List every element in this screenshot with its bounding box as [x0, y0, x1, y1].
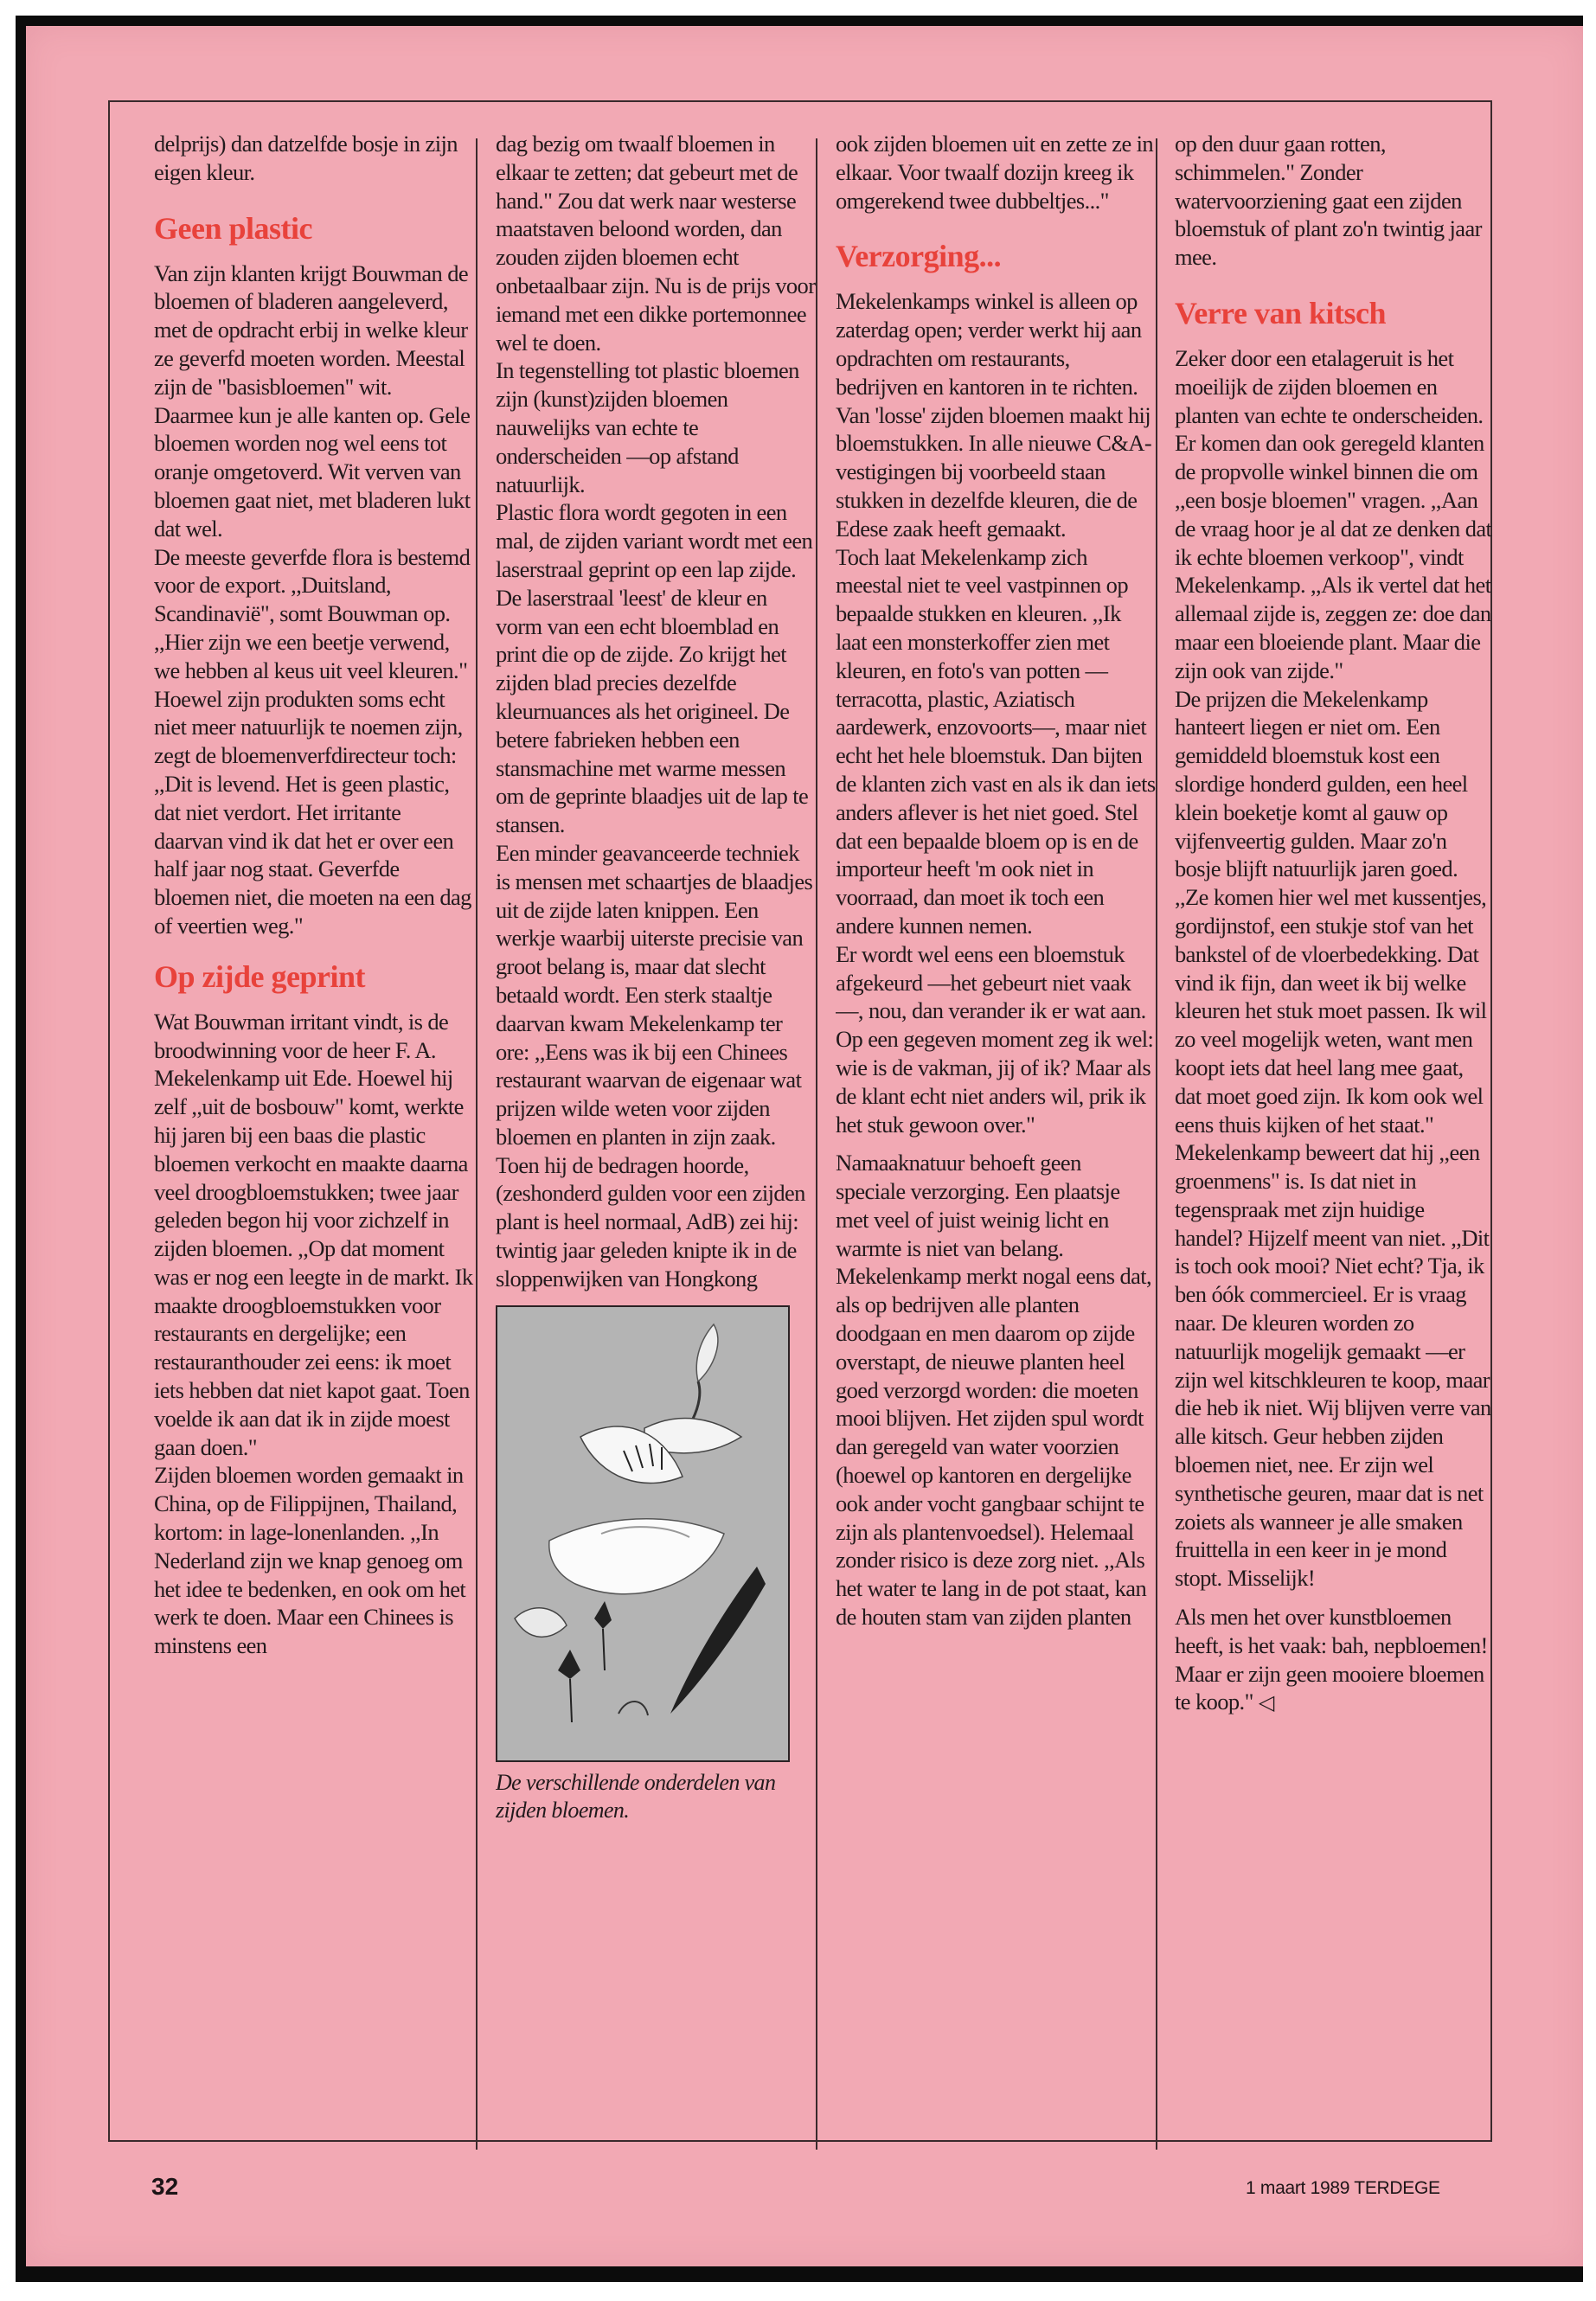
paragraph: Mekelenkamps winkel is alleen op zaterdag open; verder werkt hij aan opdrachten om restaurants, bedrijven en kantoren in te richten. Van 'losse' zijden bloemen maakt hij bloemstukken. In alle nieuwe C&A-vestigingen bij voorbeeld staan stukken in dezelfde kleuren, die de Edese zaak heeft gemaakt. — [836, 288, 1152, 542]
paragraph: op den duur gaan rotten, schimmelen." Zonder watervoorziening gaat een zijden bloemstuk of plant zo'n twintig jaar mee. — [1175, 131, 1482, 271]
paragraph: Zijden bloemen worden gemaakt in China, op de Filippijnen, Thailand, kortom: in lage-lonenlanden. ,,In Nederland zijn we knap genoeg om het idee te bedenken, en ook om het werk te doen. Maar een Chinees is minstens een — [154, 1462, 466, 1659]
photo-silk-flower-parts — [496, 1305, 790, 1762]
issue-date: 1 maart 1989 TERDEGE — [1246, 2178, 1440, 2198]
column-3 — [836, 130, 1156, 2145]
column-2 — [496, 130, 816, 2145]
paragraph: Er wordt wel eens een bloemstuk afgekeurd —het gebeurt niet vaak—, nou, dan verander ik er wat aan. Op een gegeven moment zeg ik wel: wie is de vakman, jij of ik? Maar als de klant echt niet anders wil, prik ik het stuk gewoon over." — [836, 940, 1154, 1138]
column-4 — [1175, 130, 1495, 2145]
paragraph-text: Als men het over kunstbloemen heeft, is het vaak: bah, nepbloemen! Maar er zijn geen mooiere bloemen te koop." — [1175, 1604, 1488, 1715]
subheading-verre-van-kitsch: Verre van kitsch — [1175, 295, 1386, 330]
column-1 — [154, 130, 474, 2145]
photo-caption: De verschillende onderdelen van zijden bloemen. — [496, 1769, 776, 1823]
subheading-op-zijde-geprint: Op zijde geprint — [154, 958, 365, 994]
paragraph: dag bezig om twaalf bloemen in elkaar te zetten; dat gebeurt met de hand." Zou dat werk naar westerse maatstaven beloond worden, dan zouden zijden bloemen echt onbetaalbaar zijn. Nu is de prijs voor iemand met een dikke portemonnee wel te doen. — [496, 131, 816, 356]
paragraph: De meeste geverfde flora is bestemd voor de export. ,,Duitsland, Scandinavië", somt Bouwman op. ,,Hier zijn we een beetje verwend, we hebben al keus uit veel kleuren." — [154, 543, 471, 683]
page-number: 32 — [151, 2173, 179, 2200]
paragraph: delprijs) dan datzelfde bosje in zijn eigen kleur. — [154, 131, 458, 185]
paragraph: ook zijden bloemen uit en zette ze in elkaar. Voor twaalf dozijn kreeg ik omgerekend twee dubbeltjes..." — [836, 131, 1154, 214]
paragraph: In tegenstelling tot plastic bloemen zijn (kunst)zijden bloemen nauwelijks van echte te onderscheiden —op afstand natuurlijk. — [496, 357, 799, 497]
paragraph: Zeker door een etalageruit is het moeilijk de zijden bloemen en planten van echte te onderscheiden. Er komen dan ook geregeld klanten de propvolle winkel binnen die om ,,een bosje bloemen" vragen. ,,Aan de vraag hoor je al dat ze denken dat ik echte bloemen verkoop", vindt Mekelenkamp. ,,Als ik vertel dat het allemaal zijde is, zeggen ze: doe dan maar een bloeiende plant. Maar die zijn ook van zijde." — [1175, 344, 1492, 683]
article-columns — [121, 130, 1492, 2145]
paragraph: Hoewel zijn produkten soms echt niet meer natuurlijk te noemen zijn, zegt de bloemenverfdirecteur toch: ,,Dit is levend. Het is geen plastic, dat niet verdort. Het irritante daarvan vind ik dat het er over een half jaar nog staat. Geverfde bloemen niet, die moeten na een dag of veertien weg." — [154, 685, 471, 939]
flower-illustration — [497, 1307, 790, 1762]
subheading-verzorging: Verzorging... — [836, 239, 1002, 274]
paragraph: De prijzen die Mekelenkamp hanteert liegen er niet om. Een gemiddeld bloemstuk kost een slordige honderd gulden, een heel klein boeketje komt al gauw op vijfenveertig gulden. Maar zo'n bosje blijft natuurlijk jaren goed. ,,Ze komen hier wel met kussentjes, gordijnstof, een stukje stof van het bankstel of de vloerbedekking. Dat vind ik fijn, dan weet ik bij welke kleuren het stuk moet passen. Ik wil zo veel mogelijk weten, want men koopt iets dat heel lang mee gaat, dat moet goed zijn. Ik kom ook wel eens thuis kijken of het staat." — [1175, 685, 1487, 1138]
paragraph: Namaaknatuur behoeft geen speciale verzorging. Een plaatsje met veel of juist weinig licht en warmte is niet van belang. Mekelenkamp merkt nogal eens dat, als op bedrijven alle planten doodgaan en men daarom op zijde overstapt, de nieuwe planten heel goed verzorgd worden: die moeten mooi blijven. Het zijden spul wordt dan geregeld van water voorzien (hoewel op kantoren en dergelijke ook ander vocht gangbaar schijnt te zijn als plantenvoedsel). Helemaal zonder risico is deze zorg niet. ,,Als het water te lang in de pot staat, kan de houten stam van zijden planten — [836, 1150, 1152, 1631]
paragraph: Van zijn klanten krijgt Bouwman de bloemen of bladeren aangeleverd, met de opdracht erbij in welke kleur ze geverfd moeten worden. Meestal zijn de "basisbloemen" wit. Daarmee kun je alle kanten op. Gele bloemen worden nog wel eens tot oranje omgetoverd. Wit verven van bloemen gaat niet, met bladeren lukt dat wel. — [154, 260, 471, 542]
paragraph: Toch laat Mekelenkamp zich meestal niet te veel vastpinnen op bepaalde stukken en kleuren. ,,Ik laat een monsterkoffer zien met kleuren, en foto's van potten —terracotta, plastic, Aziatisch aardewerk, enzovoorts—, maar niet echt het hele bloemstuk. Dan bijten de klanten zich vast en als ik dan iets anders aflever is het niet goed. Stel dat een bepaalde bloem op is en de importeur heeft 'm ook niet in voorraad, dan moet ik toch een andere kunnen nemen. — [836, 543, 1156, 939]
paragraph: Wat Bouwman irritant vindt, is de broodwinning voor de heer F. A. Mekelenkamp uit Ede. Hoewel hij zelf ,,uit de bosbouw" komt, werkte hij jaren bij een baas die plastic bloemen verkocht en maakte daarna veel droogbloemstukken; twee jaar geleden begon hij voor zichzelf in zijden bloemen. ,,Op dat moment was er nog een leegte in de markt. Ik maakte droogbloemstukken voor restaurants en dergelijke; een restauranthouder zei eens: ik moet iets hebben dat niet kapot gaat. Toen voelde ik aan dat ik in zijde moest gaan doen." — [154, 1008, 473, 1460]
paragraph-final — [1175, 1603, 1495, 1718]
paragraph: Een minder geavanceerde techniek is mensen met schaartjes de blaadjes uit de zijde laten knippen. Een werkje waarbij uiterste precisie van groot belang is, maar dat slecht betaald wordt. Een sterk staaltje daarvan kwam Mekelenkamp ter ore: ,,Eens was ik bij een Chinees restaurant waarvan de eigenaar wat prijzen wilde weten voor zijden bloemen en planten in zijn zaak. Toen hij de bedragen hoorde, (zeshonderd gulden voor een zijden plant is heel normaal, AdB) zei hij: twintig jaar geleden knipte ik in de sloppenwijken van Hongkong — [496, 839, 813, 1292]
paragraph: Mekelenkamp beweert dat hij ,,een groenmens" is. Is dat niet in tegenspraak met zijn huidige handel? Hijzelf meent van niet. ,,Dit is toch ook mooi? Niet echt? Tja, ik ben óók commercieel. Er is vraag naar. De kleuren worden zo natuurlijk mogelijk gemaakt —er zijn wel kitschkleuren te koop, maar die heb ik niet. Wij blijven verre van alle kitsch. Geur hebben zijden bloemen niet, nee. Er zijn wel synthetische geuren, maar dat is net zoiets als wanneer je alle smaken fruittella in een keer in je mond stopt. Misselijk! — [1175, 1139, 1491, 1592]
end-mark-icon: ◁ — [1258, 1692, 1274, 1715]
subheading-geen-plastic: Geen plastic — [154, 210, 312, 246]
paragraph: Plastic flora wordt gegoten in een mal, de zijden variant wordt met een laserstraal geprint op een lap zijde. De laserstraal 'leest' de kleur en vorm van een echt bloemblad en print die op de zijde. Zo krijgt het zijden blad precies dezelfde kleurnuances als het origineel. De betere fabrieken hebben een stansmachine met warme messen om de geprinte blaadjes uit de lap te stansen. — [496, 499, 813, 838]
